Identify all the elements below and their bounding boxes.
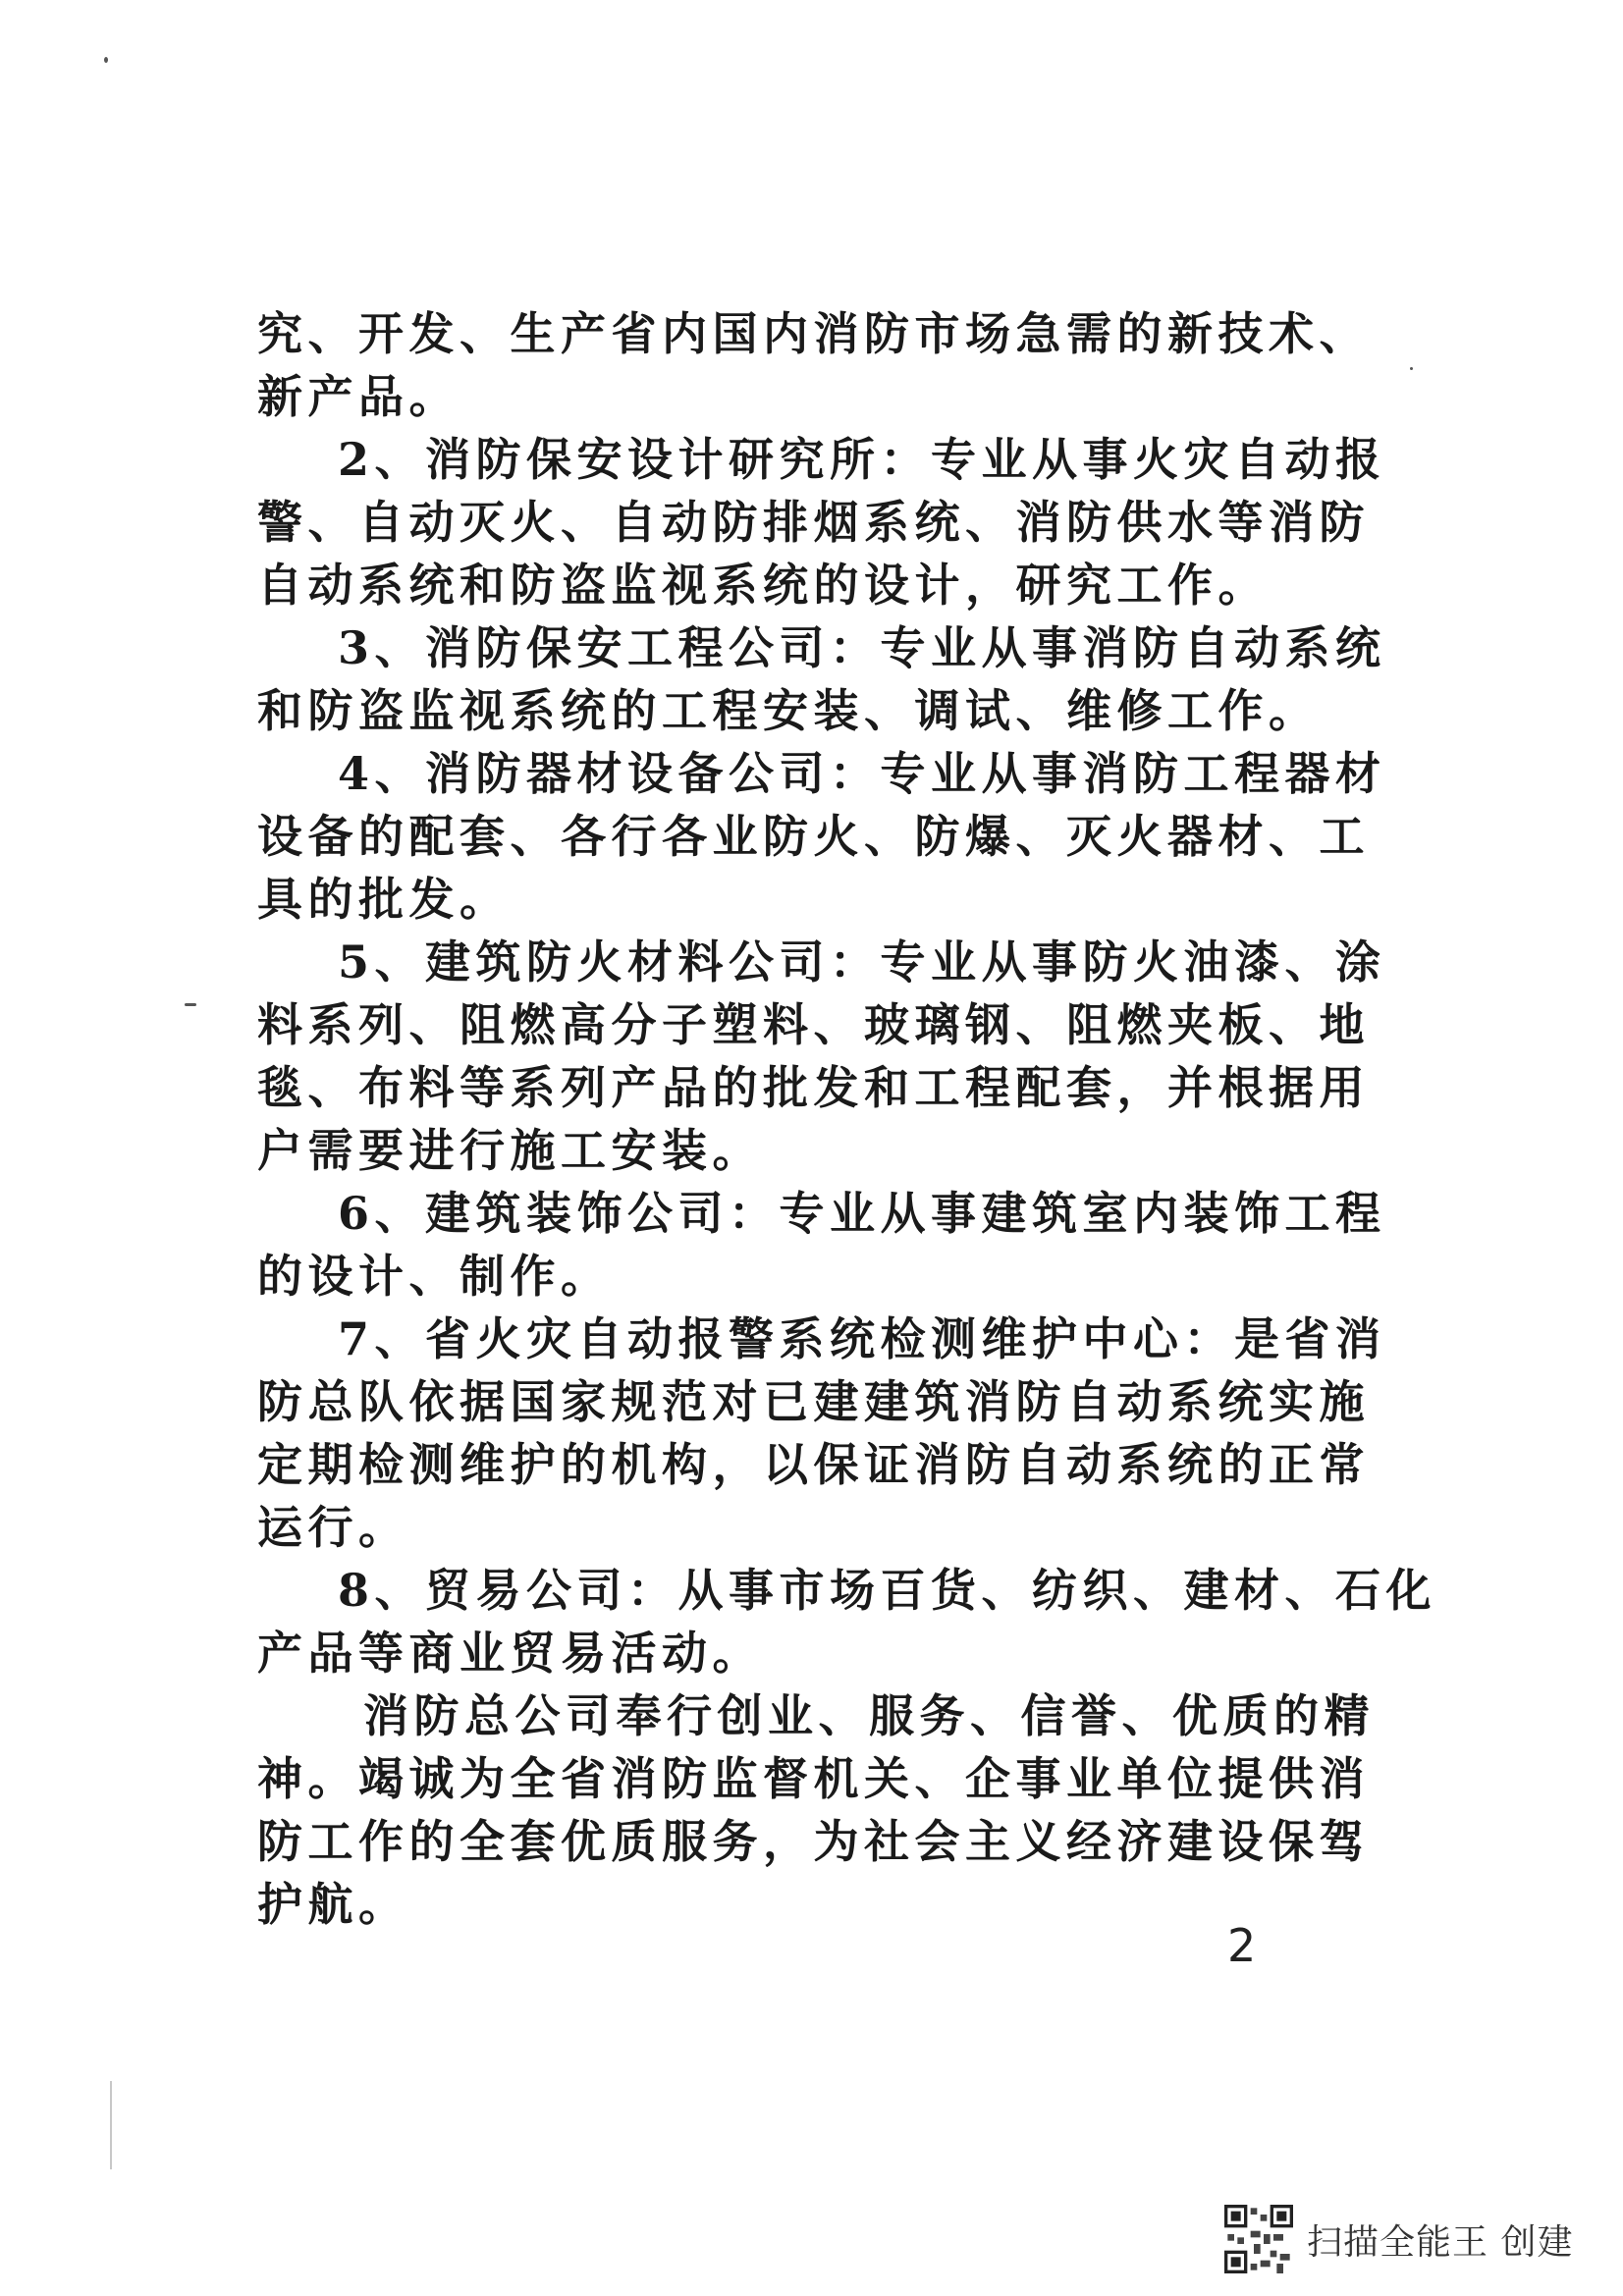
text-line: 防工作的全套优质服务，为社会主义经济建设保驾 xyxy=(257,1815,1370,1868)
text-line: 运行。 xyxy=(257,1501,409,1554)
text-line: 警、自动灭火、自动防排烟系统、消防供水等消防 xyxy=(257,496,1370,549)
scan-speck xyxy=(104,57,108,63)
text-line: 的设计、制作。 xyxy=(257,1250,612,1303)
text-line: 4、消防器材设备公司：专业从事消防工程器材 xyxy=(338,747,1386,800)
scanner-watermark xyxy=(1224,2205,1573,2273)
text-line: 究、开发、生产省内国内消防市场急需的新技术、 xyxy=(257,307,1370,360)
text-line: 防总队依据国家规范对已建建筑消防自动系统实施 xyxy=(257,1375,1370,1428)
text-line: 6、建筑装饰公司：专业从事建筑室内装饰工程 xyxy=(338,1187,1386,1240)
text-line: 和防盗监视系统的工程安装、调试、维修工作。 xyxy=(257,684,1320,737)
text-line: 新产品。 xyxy=(257,370,460,423)
scan-speck xyxy=(1410,367,1413,370)
text-line: 设备的配套、各行各业防火、防爆、灭火器材、工 xyxy=(257,810,1370,863)
text-line: 8、贸易公司：从事市场百货、纺织、建材、石化 xyxy=(338,1564,1437,1617)
scan-edge-line xyxy=(110,2081,112,2169)
page-number: 2 xyxy=(1227,1919,1257,1972)
text-line: 具的批发。 xyxy=(257,873,511,926)
text-line: 产品等商业贸易活动。 xyxy=(257,1627,763,1680)
text-line: 户需要进行施工安装。 xyxy=(257,1124,763,1177)
text-line: 料系列、阻燃高分子塑料、玻璃钢、阻燃夹板、地 xyxy=(257,998,1370,1051)
text-line: 5、建筑防火材料公司：专业从事防火油漆、涂 xyxy=(338,935,1386,988)
text-line: 7、省火灾自动报警系统检测维护中心：是省消 xyxy=(338,1312,1386,1365)
text-line: 自动系统和防盗监视系统的设计，研究工作。 xyxy=(257,559,1269,612)
body-text xyxy=(257,302,1437,1936)
qr-code-icon xyxy=(1224,2205,1293,2273)
text-line: 消防总公司奉行创业、服务、信誉、优质的精 xyxy=(363,1689,1375,1742)
text-line: 护航。 xyxy=(257,1878,409,1931)
text-line: 3、消防保安工程公司：专业从事消防自动系统 xyxy=(338,621,1386,674)
scan-speck xyxy=(185,1003,196,1006)
text-line: 2、消防保安设计研究所：专业从事火灾自动报 xyxy=(338,433,1386,486)
text-line: 神。竭诚为全省消防监督机关、企事业单位提供消 xyxy=(257,1752,1370,1805)
text-line: 毯、布料等系列产品的批发和工程配套，并根据用 xyxy=(257,1061,1370,1114)
watermark-text: 扫描全能王 创建 xyxy=(1307,2221,1574,2263)
text-line: 定期检测维护的机构，以保证消防自动系统的正常 xyxy=(257,1438,1370,1491)
